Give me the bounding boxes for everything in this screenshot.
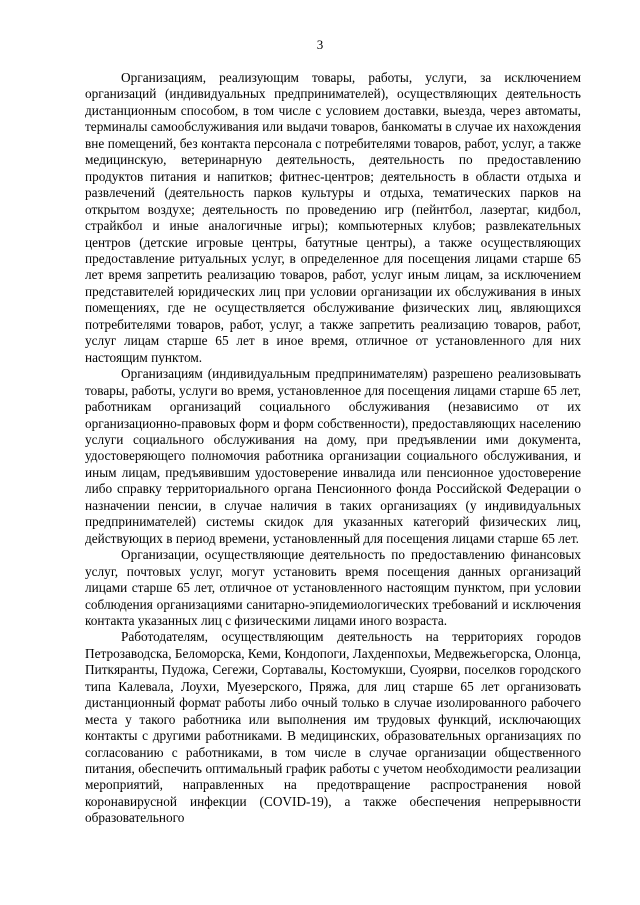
paragraph-restrictions: Организациям, реализующим товары, работы, услуги, за исключением организаций (индивидуальных предпринимателей), осуществляющих деятельность дистанционным способом, в том числе с условием доставки, выезда, через автоматы, терминалы самообслуживания или выдачи товаров, банкоматы в случае их нахождения вне помещений, без контакта персонала с потребителями товаров, работ, услуг, а также медицинскую, ветеринарную деятельность, деятельность по предоставлению продуктов питания и напитков; фитнес-центров; деятельность в области отдыха и развлечений (деятельность парков культуры и отдыха, тематических парков на открытом воздухе; деятельность по проведению игр (пейнтбол, лазертаг, кидбол, страйкбол и иные аналогичные игры); компьютерных клубов; развлекательных центров (детские игровые центры, батутные центры), а также осуществляющих предоставление ритуальных услуг, в определенное для посещения лицами старше 65 лет время запретить реализацию товаров, работ, услуг иным лицам, за исключением представителей юридических лиц при условии организации их обслуживания в иных помещениях, где не осуществляется обслуживание физических лиц, являющихся потребителями товаров, работ, услуг, а также запретить реализацию товаров, работ, услуг лицам старше 65 лет в иное время, отличное от установленного для них настоящим пунктом. — [85, 70, 581, 365]
document-body — [85, 70, 581, 827]
paragraph-financial-services: Организации, осуществляющие деятельность по предоставлению финансовых услуг, почтовых услуг, могут установить время посещения данных организаций лицами старше 65 лет, отличное от установленного настоящим пунктом, при условии соблюдения организациями санитарно-эпидемиологических требований и исключения контакта указанных лиц с физическими лицами иного возраста. — [85, 547, 581, 628]
page-number: 3 — [316, 37, 324, 52]
paragraph-social-workers: Организациям (индивидуальным предпринимателям) разрешено реализовывать товары, работы, услуги во время, установленное для посещения лицами старше 65 лет, работникам организаций социального обслуживания (независимо от их организационно-правовых форм и форм собственности), предоставляющих населению услуги социального обслуживания на дому, при предъявлении ими документа, удостоверяющего полномочия работника организации социального обслуживания, и иным лицам, предъявившим удостоверение инвалида или пенсионное удостоверение либо справку территориального органа Пенсионного фонда Российской Федерации о назначении пенсии, в случае наличия в таких организациях (у индивидуальных предпринимателей) системы скидок для указанных категорий физических лиц, действующих в период времени, установленный для посещения лицами старше 65 лет. — [85, 366, 581, 546]
paragraph-employers: Работодателям, осуществляющим деятельность на территориях городов Петрозаводска, Беломорска, Кеми, Кондопоги, Лахденпохьи, Медвежьегорска, Олонца, Питкяранты, Пудожа, Сегежи, Сортавалы, Костомукши, Суоярви, поселков городского типа Калевала, Лоухи, Муезерского, Пряжа, для лиц старше 65 лет организовать дистанционный формат работы либо очный только в случае изолированного рабочего места у такого работника или выполнения им трудовых функций, исключающих контакты с другими работниками. В медицинских, образовательных организациях по согласованию с работниками, в том числе в случае организации общественного питания, обеспечить оптимальный график работы с учетом необходимости реализации мероприятий, направленных на предотвращение распространения новой коронавирусной инфекции (COVID-19), а также обеспечения непрерывности образовательного — [85, 629, 581, 826]
